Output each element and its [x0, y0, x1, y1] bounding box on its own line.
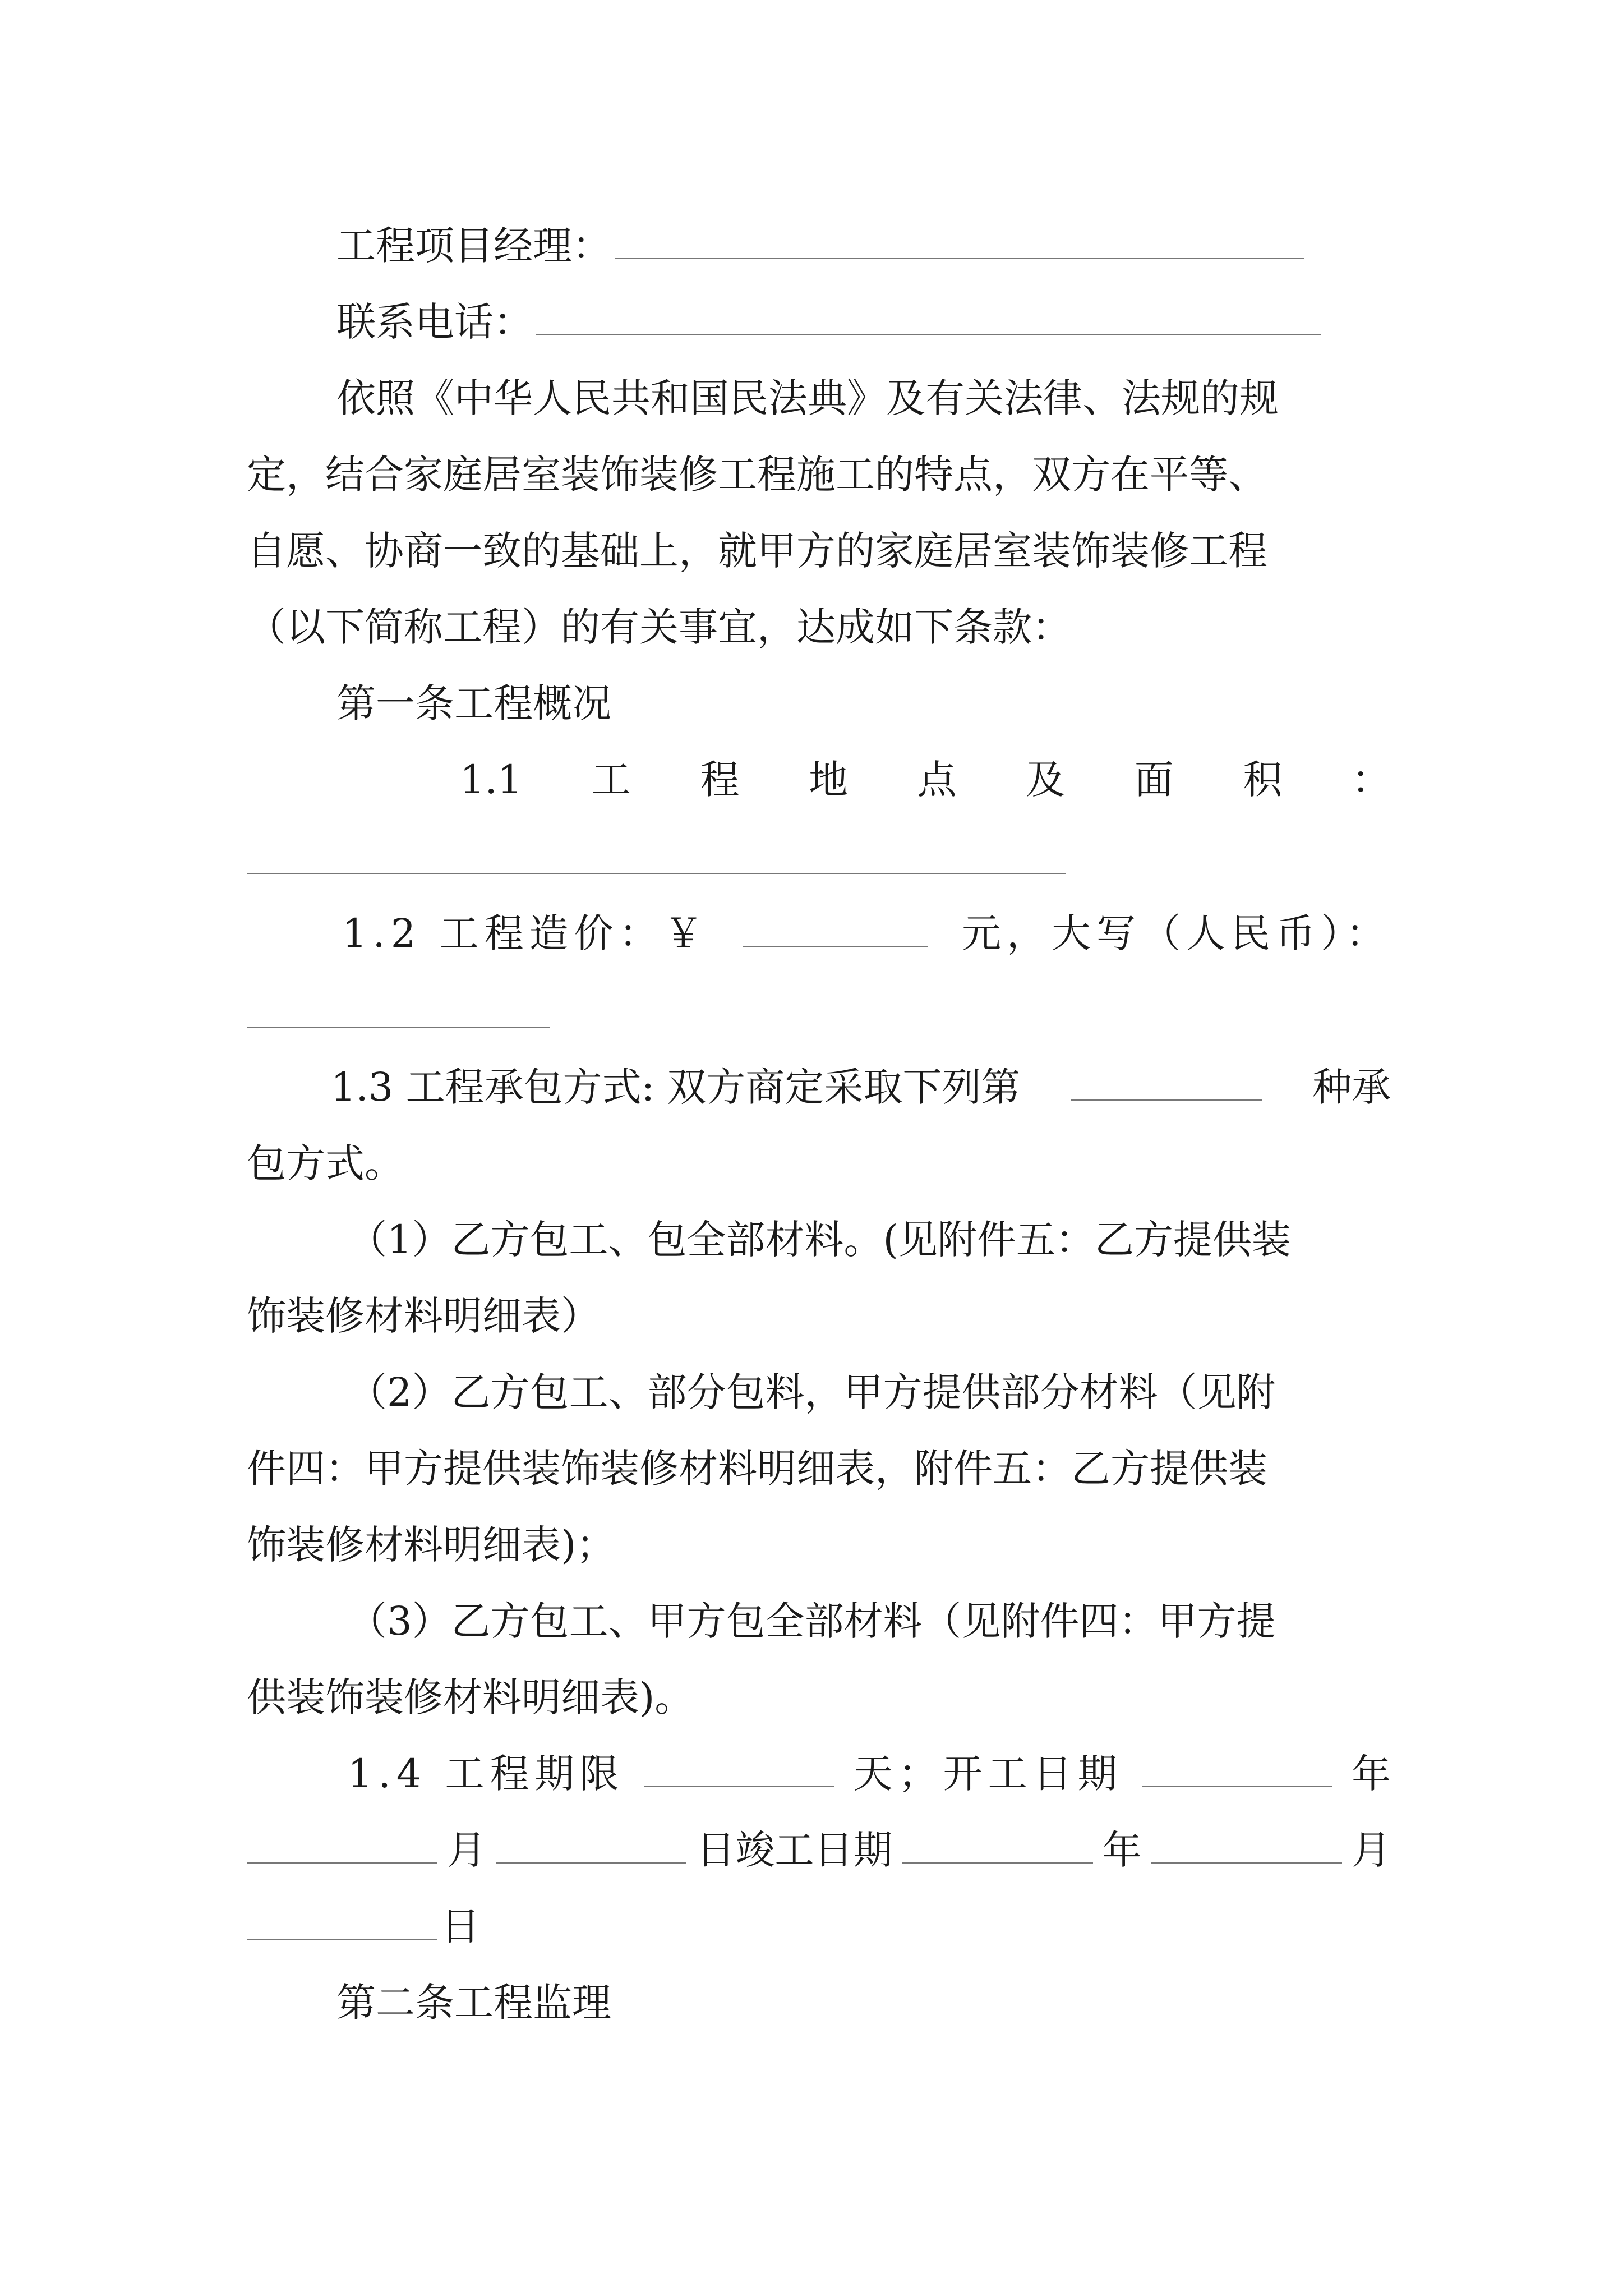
end-month-unit: 月 [1351, 1827, 1391, 1873]
option-2-line-2: 件四：甲方提供装饰装修材料明细表，附件五：乙方提供装 [247, 1446, 1267, 1492]
price-label: 1.2 工程造价：￥ [342, 910, 709, 956]
start-date-label: 天；开工日期 [853, 1751, 1123, 1797]
option-1-line-2: 饰装修材料明细表） [247, 1293, 600, 1339]
end-year-unit: 年 [1102, 1827, 1142, 1873]
location-area-blank[interactable] [247, 873, 1066, 874]
manager-line [336, 208, 1391, 284]
section-1-4-line-2 [247, 1812, 1391, 1888]
manager-label: 工程项目经理： [336, 223, 611, 269]
intro-line-4: （以下简称工程）的有关事宜，达成如下条款： [247, 604, 1071, 650]
option-3-line-1: （3）乙方包工、甲方包全部材料（见附件四：甲方提 [348, 1598, 1276, 1644]
option-1-line-1: （1）乙方包工、包全部材料。(见附件五：乙方提供装 [348, 1217, 1291, 1263]
price-blank[interactable] [743, 913, 928, 947]
end-day-blank[interactable] [247, 1906, 437, 1940]
article-2-title: 第二条工程监理 [336, 1980, 611, 2026]
end-month-blank[interactable] [1151, 1830, 1342, 1864]
s11-char: 地 [809, 757, 849, 803]
intro-line-1: 依照《中华人民共和国民法典》及有关法律、法规的规 [336, 375, 1279, 421]
price-words-label: 元，大写（人民币）： [961, 910, 1391, 956]
section-1-2-line [342, 895, 1391, 972]
phone-label: 联系电话： [336, 299, 533, 345]
start-year-blank[interactable] [1142, 1754, 1332, 1787]
start-month-blank[interactable] [247, 1830, 437, 1864]
contract-mode-blank[interactable] [1071, 1067, 1262, 1101]
start-day-blank[interactable] [496, 1830, 686, 1864]
option-3-line-2: 供装饰装修材料明细表)。 [247, 1674, 694, 1720]
s11-char: 点 [917, 757, 957, 803]
completion-date-label: 日竣工日期 [696, 1827, 893, 1873]
contract-mode-line-2: 包方式。 [247, 1140, 404, 1186]
phone-line [336, 284, 1391, 360]
duration-label: 1.4 工程期限 [348, 1751, 625, 1797]
article-1-title: 第一条工程概况 [336, 680, 611, 726]
section-1-1-line [460, 742, 1391, 818]
option-2-line-3: 饰装修材料明细表)； [247, 1522, 616, 1568]
start-year-unit: 年 [1351, 1751, 1391, 1797]
intro-line-2: 定，结合家庭居室装饰装修工程施工的特点，双方在平等、 [247, 452, 1267, 498]
s11-char: 程 [700, 757, 740, 803]
section-1-3-line [331, 1049, 1391, 1125]
phone-blank[interactable] [536, 302, 1321, 335]
s11-char: 及 [1026, 757, 1066, 803]
s11-char: 工 [591, 757, 631, 803]
section-1-4-line-3 [247, 1888, 1391, 1964]
intro-line-3: 自愿、协商一致的基础上，就甲方的家庭居室装饰装修工程 [247, 528, 1267, 574]
s11-char: 1.1 [460, 757, 523, 803]
end-year-blank[interactable] [902, 1830, 1093, 1864]
duration-blank[interactable] [644, 1754, 834, 1787]
price-words-blank[interactable] [247, 1027, 550, 1028]
option-2-line-1: （2）乙方包工、部分包料，甲方提供部分材料（见附 [348, 1369, 1276, 1415]
s11-char: 面 [1134, 757, 1174, 803]
manager-blank[interactable] [615, 226, 1304, 259]
s11-char: ： [1351, 757, 1391, 803]
contract-mode-suffix: 种承 [1312, 1064, 1391, 1110]
s11-char: 积 [1243, 757, 1283, 803]
start-month-unit: 月 [447, 1827, 487, 1873]
end-day-unit: 日 [441, 1903, 480, 1949]
contract-mode-label: 1.3 工程承包方式: 双方商定采取下列第 [331, 1064, 1021, 1110]
section-1-4-line-1 [348, 1736, 1391, 1812]
